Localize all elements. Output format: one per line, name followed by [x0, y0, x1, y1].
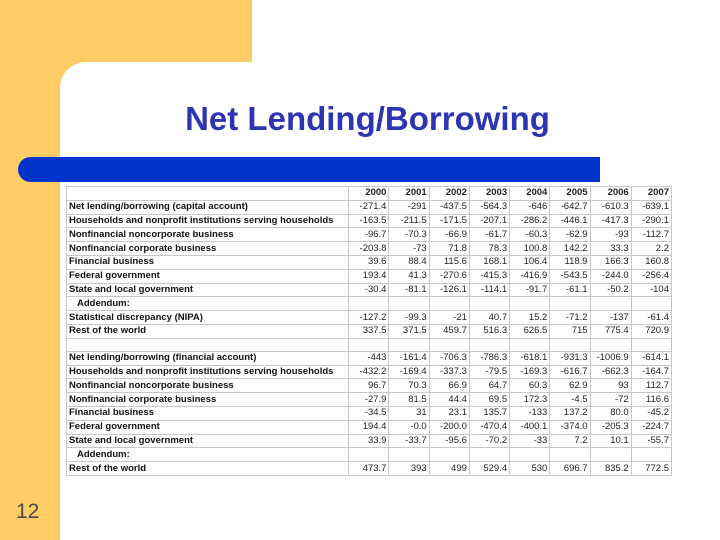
row-label: Rest of the world — [67, 462, 349, 476]
row-label: Nonfinancial corporate business — [67, 242, 349, 256]
value-cell: -61.1 — [550, 283, 590, 297]
value-cell: 168.1 — [469, 255, 509, 269]
value-cell: -93 — [590, 228, 631, 242]
value-cell: 696.7 — [550, 462, 590, 476]
value-cell — [349, 448, 389, 462]
value-cell: -931.3 — [550, 351, 590, 365]
value-cell: -290.1 — [631, 214, 671, 228]
value-cell: 23.1 — [429, 406, 469, 420]
value-cell: -642.7 — [550, 200, 590, 214]
value-cell: 93 — [590, 379, 631, 393]
value-cell — [429, 297, 469, 311]
table-row — [67, 324, 672, 338]
value-cell: -70.3 — [389, 228, 429, 242]
value-cell: 7.2 — [550, 434, 590, 448]
value-cell: -270.6 — [429, 269, 469, 283]
value-cell: -443 — [349, 351, 389, 365]
value-cell: -0.0 — [389, 420, 429, 434]
value-cell: -127.2 — [349, 311, 389, 325]
value-cell: -126.1 — [429, 283, 469, 297]
value-cell: 33.3 — [590, 242, 631, 256]
value-cell: -706.3 — [429, 351, 469, 365]
table-row — [67, 200, 672, 214]
value-cell: -662.3 — [590, 365, 631, 379]
table-row — [67, 393, 672, 407]
background — [252, 0, 720, 62]
value-cell: 41.3 — [389, 269, 429, 283]
row-label: Federal government — [67, 269, 349, 283]
value-cell: -416.9 — [510, 269, 550, 283]
value-cell: -30.4 — [349, 283, 389, 297]
value-cell: -66.9 — [429, 228, 469, 242]
decorative-top-block — [0, 0, 252, 62]
value-cell: -543.5 — [550, 269, 590, 283]
value-cell: -164.7 — [631, 365, 671, 379]
value-cell: -99.3 — [389, 311, 429, 325]
value-cell: -161.4 — [389, 351, 429, 365]
value-cell: -207.1 — [469, 214, 509, 228]
value-cell: 31 — [389, 406, 429, 420]
value-cell: 69.5 — [469, 393, 509, 407]
value-cell: 499 — [429, 462, 469, 476]
empty-cell — [389, 338, 429, 351]
value-cell: -169.3 — [510, 365, 550, 379]
row-label: Rest of the world — [67, 324, 349, 338]
value-cell: -291 — [389, 200, 429, 214]
row-label: Households and nonprofit institutions serving households — [67, 214, 349, 228]
value-cell: -112.7 — [631, 228, 671, 242]
value-cell: -163.5 — [349, 214, 389, 228]
row-label: State and local government — [67, 434, 349, 448]
value-cell: 39.6 — [349, 255, 389, 269]
value-cell: -62.9 — [550, 228, 590, 242]
value-cell: 66.9 — [429, 379, 469, 393]
value-cell: -415.3 — [469, 269, 509, 283]
value-cell: -616.7 — [550, 365, 590, 379]
value-cell: 529.4 — [469, 462, 509, 476]
year-header: 2001 — [389, 187, 429, 201]
value-cell: -55.7 — [631, 434, 671, 448]
value-cell: 371.5 — [389, 324, 429, 338]
value-cell — [469, 297, 509, 311]
table-row — [67, 214, 672, 228]
title-underline-bar — [18, 157, 600, 182]
value-cell: -33 — [510, 434, 550, 448]
value-cell: -61.7 — [469, 228, 509, 242]
table-row — [67, 434, 672, 448]
value-cell — [389, 448, 429, 462]
value-cell: -34.5 — [349, 406, 389, 420]
value-cell: -564.3 — [469, 200, 509, 214]
value-cell: -203.8 — [349, 242, 389, 256]
value-cell: 10.1 — [590, 434, 631, 448]
value-cell: 835.2 — [590, 462, 631, 476]
empty-cell — [510, 338, 550, 351]
value-cell: 88.4 — [389, 255, 429, 269]
value-cell: -374.0 — [550, 420, 590, 434]
value-cell: -244.0 — [590, 269, 631, 283]
value-cell: -200.0 — [429, 420, 469, 434]
value-cell: 33.9 — [349, 434, 389, 448]
value-cell: 473.7 — [349, 462, 389, 476]
value-cell: 172.3 — [510, 393, 550, 407]
value-cell: -73 — [389, 242, 429, 256]
value-cell: -27.9 — [349, 393, 389, 407]
value-cell: 772.5 — [631, 462, 671, 476]
value-cell: 15.2 — [510, 311, 550, 325]
value-cell: 516.3 — [469, 324, 509, 338]
value-cell: 775.4 — [590, 324, 631, 338]
value-cell: 135.7 — [469, 406, 509, 420]
value-cell — [550, 448, 590, 462]
value-cell: -446.1 — [550, 214, 590, 228]
value-cell: -71.2 — [550, 311, 590, 325]
value-cell — [631, 448, 671, 462]
empty-cell — [67, 338, 349, 351]
table-row — [67, 269, 672, 283]
value-cell: 112.7 — [631, 379, 671, 393]
table-row — [67, 420, 672, 434]
value-cell — [510, 448, 550, 462]
table-row — [67, 462, 672, 476]
table-row — [67, 379, 672, 393]
value-cell — [389, 297, 429, 311]
table-row — [67, 406, 672, 420]
value-cell: 115.6 — [429, 255, 469, 269]
value-cell: 2.2 — [631, 242, 671, 256]
value-cell: 530 — [510, 462, 550, 476]
value-cell: -133 — [510, 406, 550, 420]
year-header: 2000 — [349, 187, 389, 201]
year-header: 2003 — [469, 187, 509, 201]
table-row — [67, 255, 672, 269]
row-label: State and local government — [67, 283, 349, 297]
value-cell: -337.3 — [429, 365, 469, 379]
value-cell: -610.3 — [590, 200, 631, 214]
value-cell: 715 — [550, 324, 590, 338]
empty-cell — [469, 338, 509, 351]
table-header-row — [67, 187, 672, 201]
value-cell: -91.7 — [510, 283, 550, 297]
value-cell: -33.7 — [389, 434, 429, 448]
value-cell: -72 — [590, 393, 631, 407]
value-cell: 44.4 — [429, 393, 469, 407]
value-cell — [590, 448, 631, 462]
value-cell: 459.7 — [429, 324, 469, 338]
net-lending-table — [66, 186, 672, 476]
row-label: Nonfinancial corporate business — [67, 393, 349, 407]
value-cell: 166.3 — [590, 255, 631, 269]
row-label: Addendum: — [67, 448, 349, 462]
value-cell: 78.3 — [469, 242, 509, 256]
value-cell: -81.1 — [389, 283, 429, 297]
value-cell: 60.3 — [510, 379, 550, 393]
year-header: 2005 — [550, 187, 590, 201]
value-cell — [429, 448, 469, 462]
value-cell — [469, 448, 509, 462]
value-cell: 142.2 — [550, 242, 590, 256]
value-cell: 62.9 — [550, 379, 590, 393]
value-cell: -114.1 — [469, 283, 509, 297]
value-cell: 194.4 — [349, 420, 389, 434]
value-cell: -205.3 — [590, 420, 631, 434]
row-label: Federal government — [67, 420, 349, 434]
value-cell: -224.7 — [631, 420, 671, 434]
value-cell: -286.2 — [510, 214, 550, 228]
table-row — [67, 351, 672, 365]
value-cell: -646 — [510, 200, 550, 214]
value-cell: -169.4 — [389, 365, 429, 379]
empty-cell — [349, 338, 389, 351]
table-row — [67, 365, 672, 379]
table-row — [67, 448, 672, 462]
value-cell: 626.5 — [510, 324, 550, 338]
value-cell: -79.5 — [469, 365, 509, 379]
year-header: 2004 — [510, 187, 550, 201]
value-cell: 80.0 — [590, 406, 631, 420]
page-number: 12 — [16, 500, 40, 523]
value-cell: 393 — [389, 462, 429, 476]
value-cell: 193.4 — [349, 269, 389, 283]
value-cell: -4.5 — [550, 393, 590, 407]
value-cell: -137 — [590, 311, 631, 325]
value-cell: -50.2 — [590, 283, 631, 297]
value-cell: -70.2 — [469, 434, 509, 448]
value-cell: -618.1 — [510, 351, 550, 365]
value-cell: 160.8 — [631, 255, 671, 269]
row-label: Addendum: — [67, 297, 349, 311]
value-cell: -614.1 — [631, 351, 671, 365]
row-label: Households and nonprofit institutions serving households — [67, 365, 349, 379]
empty-cell — [631, 338, 671, 351]
value-cell: 116.6 — [631, 393, 671, 407]
table-row — [67, 297, 672, 311]
value-cell: -417.3 — [590, 214, 631, 228]
value-cell — [510, 297, 550, 311]
value-cell: -95.6 — [429, 434, 469, 448]
row-label: Statistical discrepancy (NIPA) — [67, 311, 349, 325]
slide-title: Net Lending/Borrowing — [185, 100, 550, 137]
value-cell — [631, 297, 671, 311]
year-header: 2006 — [590, 187, 631, 201]
table-row — [67, 283, 672, 297]
value-cell: -45.2 — [631, 406, 671, 420]
header-label-cell — [67, 187, 349, 201]
value-cell: 720.9 — [631, 324, 671, 338]
value-cell: 96.7 — [349, 379, 389, 393]
value-cell — [550, 297, 590, 311]
value-cell: 71.8 — [429, 242, 469, 256]
row-label: Nonfinancial noncorporate business — [67, 228, 349, 242]
value-cell: -21 — [429, 311, 469, 325]
value-cell: -96.7 — [349, 228, 389, 242]
empty-cell — [429, 338, 469, 351]
value-cell: 64.7 — [469, 379, 509, 393]
row-label: Nonfinancial noncorporate business — [67, 379, 349, 393]
year-header: 2007 — [631, 187, 671, 201]
table-row — [67, 311, 672, 325]
row-label: Financial business — [67, 255, 349, 269]
value-cell: -786.3 — [469, 351, 509, 365]
value-cell: -60.3 — [510, 228, 550, 242]
value-cell: 137.2 — [550, 406, 590, 420]
value-cell: -437.5 — [429, 200, 469, 214]
value-cell: 100.8 — [510, 242, 550, 256]
value-cell: -400.1 — [510, 420, 550, 434]
value-cell: -470.4 — [469, 420, 509, 434]
value-cell: -639.1 — [631, 200, 671, 214]
value-cell: -211.5 — [389, 214, 429, 228]
value-cell: 70.3 — [389, 379, 429, 393]
value-cell: -256.4 — [631, 269, 671, 283]
empty-cell — [590, 338, 631, 351]
value-cell — [349, 297, 389, 311]
value-cell: 40.7 — [469, 311, 509, 325]
value-cell: -171.5 — [429, 214, 469, 228]
value-cell — [590, 297, 631, 311]
empty-cell — [550, 338, 590, 351]
value-cell: -432.2 — [349, 365, 389, 379]
value-cell: -1006.9 — [590, 351, 631, 365]
table-row — [67, 242, 672, 256]
row-label: Net lending/borrowing (financial account) — [67, 351, 349, 365]
value-cell: 81.5 — [389, 393, 429, 407]
value-cell: 106.4 — [510, 255, 550, 269]
spacer-row — [67, 338, 672, 351]
value-cell: 118.9 — [550, 255, 590, 269]
value-cell: -61.4 — [631, 311, 671, 325]
row-label: Net lending/borrowing (capital account) — [67, 200, 349, 214]
year-header: 2002 — [429, 187, 469, 201]
value-cell: -104 — [631, 283, 671, 297]
row-label: Financial business — [67, 406, 349, 420]
value-cell: 337.5 — [349, 324, 389, 338]
value-cell: -271.4 — [349, 200, 389, 214]
table-row — [67, 228, 672, 242]
